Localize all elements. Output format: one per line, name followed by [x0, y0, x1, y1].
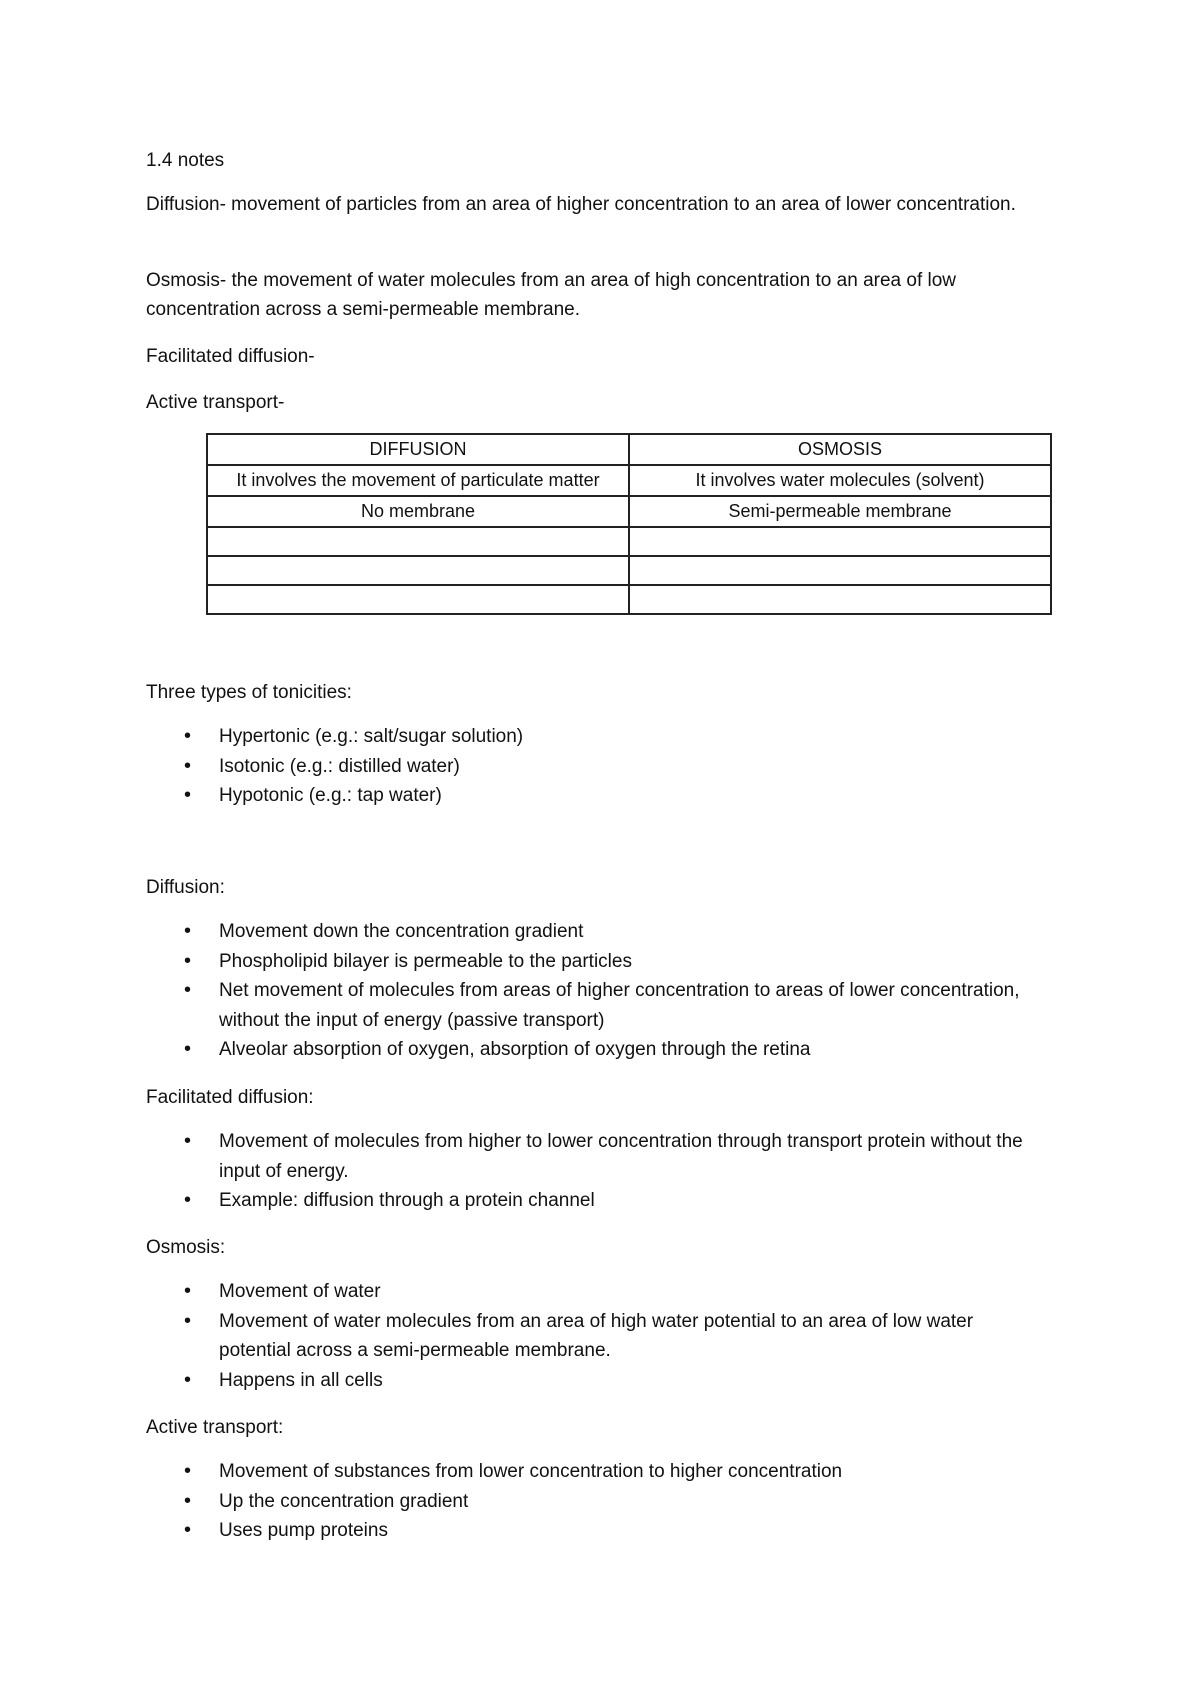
table-header-osmosis: OSMOSIS — [629, 434, 1051, 465]
list-item: • Example: diffusion through a protein channel — [146, 1186, 1046, 1216]
table-cell: It involves the movement of particulate matter — [207, 465, 629, 496]
list-item: • Movement of molecules from higher to lower concentration through transport protein without the input of energy. — [146, 1127, 1046, 1186]
definition-active-transport: Active transport- — [146, 392, 285, 413]
list-item: • Phospholipid bilayer is permeable to the particles — [146, 947, 1046, 977]
table-row — [207, 496, 1051, 527]
section-title-active-transport: Active transport: — [146, 1417, 284, 1438]
table-cell-empty — [629, 527, 1051, 556]
table-header-row — [207, 434, 1051, 465]
table-cell-empty — [207, 527, 629, 556]
table-row-empty — [207, 527, 1051, 556]
list-facilitated-diffusion — [146, 1127, 1046, 1216]
list-item: • Net movement of molecules from areas of higher concentration to areas of lower concentration, without the input of energy (passive transport) — [146, 976, 1046, 1035]
table-cell: No membrane — [207, 496, 629, 527]
list-item: • Up the concentration gradient — [146, 1487, 1046, 1517]
list-item: • Hypotonic (e.g.: tap water) — [146, 781, 1046, 811]
section-title-facilitated-diffusion: Facilitated diffusion: — [146, 1087, 314, 1108]
list-item: • Happens in all cells — [146, 1366, 1046, 1396]
list-item: • Alveolar absorption of oxygen, absorption of oxygen through the retina — [146, 1035, 1046, 1065]
section-title-tonicities: Three types of tonicities: — [146, 682, 352, 703]
table-cell-empty — [629, 556, 1051, 585]
comparison-table — [206, 433, 1052, 615]
list-diffusion — [146, 917, 1046, 1065]
table-cell-empty — [207, 556, 629, 585]
definition-osmosis: Osmosis- the movement of water molecules from an area of high concentration to an area of low concentration across a semi-permeable membrane. — [146, 270, 957, 320]
table-header-diffusion: DIFFUSION — [207, 434, 629, 465]
table-row — [207, 465, 1051, 496]
list-item: • Movement down the concentration gradient — [146, 917, 1046, 947]
section-title-osmosis: Osmosis: — [146, 1237, 226, 1258]
list-tonicities — [146, 722, 1046, 811]
list-item: • Movement of water — [146, 1277, 1046, 1307]
table-cell-empty — [207, 585, 629, 614]
list-item: • Movement of water molecules from an area of high water potential to an area of low water potential across a semi-permeable membrane. — [146, 1307, 1046, 1366]
table-cell: Semi-permeable membrane — [629, 496, 1051, 527]
list-item: • Isotonic (e.g.: distilled water) — [146, 752, 1046, 782]
page-heading: 1.4 notes — [146, 150, 225, 171]
list-item: • Hypertonic (e.g.: salt/sugar solution) — [146, 722, 1046, 752]
section-title-diffusion: Diffusion: — [146, 877, 225, 898]
list-item: • Movement of substances from lower concentration to higher concentration — [146, 1457, 1046, 1487]
list-active-transport — [146, 1457, 1046, 1546]
list-item: • Uses pump proteins — [146, 1516, 1046, 1546]
table-row-empty — [207, 556, 1051, 585]
definition-facilitated-diffusion: Facilitated diffusion- — [146, 346, 315, 367]
table-row-empty — [207, 585, 1051, 614]
list-osmosis — [146, 1277, 1046, 1395]
table-cell: It involves water molecules (solvent) — [629, 465, 1051, 496]
definition-diffusion: Diffusion- movement of particles from an area of higher concentration to an area of lower concentration. — [146, 194, 1016, 215]
table-cell-empty — [629, 585, 1051, 614]
